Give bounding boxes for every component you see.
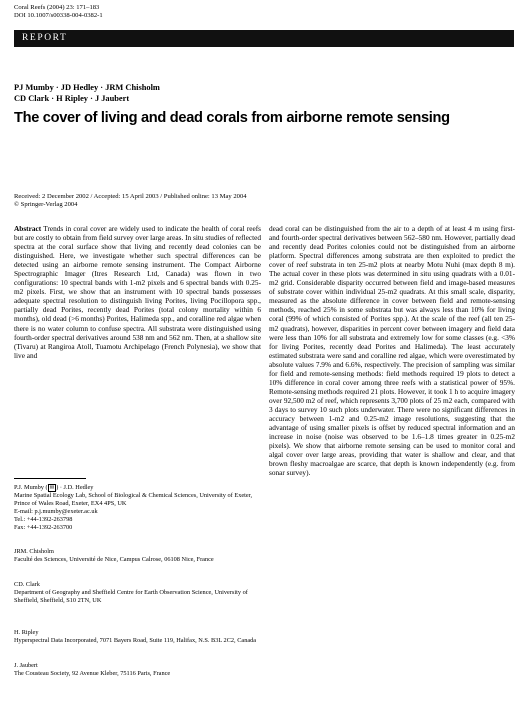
journal-citation: Coral Reefs (2004) 23: 171–183 [14, 4, 100, 11]
abstract-text-right: dead coral can be distinguished from the air to a depth of at least 4 m using first- and fourth-order spectral derivatives between 562–580 nm. However, partially dead and recently dead Porites colonies could not be distinguished from an airborne platform. Spectral differences among substrata are then exploited to predict the cover of reef substrata in ten 25-m2 plots at nearby Motu Nuhi (max depth 8 m). The actual cover in these plots was determined in situ using quadrats with a 0.01-m2 grid. Considerable disparity occurred between field and image-based measures of substrate cover within individual 25-m2 quadrats. At this small scale, disparity, measured as the absolute difference in cover between field and remote-sensing methods, reached 25% in some substrata but was always less than 10% for living coral (99% of which consisted of Porites spp.). At the scale of the reef (all ten 25-m2 quadrats), however, disparities in percent cover between imagery and field data were less than 10% for all substrata and extremely low for some classes (e.g. <3% for living Porites, recently dead Porites and Halimeda). The least accurately estimated substrata were sand and coralline red algae, which were overestimated by absolute values 7.9% and 6.6%, respectively. The precision of sampling was similar for field and remote-sensing methods: field methods required 19 plots to detect a 10% difference in coral cover among three reefs with a statistical power of 95%. Remote-sensing methods required 21 plots. However, it took 1 h to acquire imagery over 92,500 m2 of reef, which represents 3,700 plots of 25 m2 each, compared with 3 days to survey 10 such plots underwater. There were no significant differences in accuracy between 1-m2 and 0.25-m2 image resolutions, suggesting that the advantage of using smaller pixels is offset by reduced spectral information and an increase in noise (noise was observed to be 1.6–1.8 times greater in 0.25-m2 pixels). We show that airborne remote sensing can be used to monitor coral and algal cover over large areas, providing that water is shallow and clear, and that brown fleshy macroalgae are scarce, that depth is known independently (e.g. from sonar survey). [269, 224, 515, 478]
abstract-column-right [269, 224, 515, 477]
affiliation-address: Marine Spatial Ecology Lab, School of Biological & Chemical Sciences, University of Exeter, Prince of Wales Road, Exeter, EX4 4PS, UK E-mail: p.j.mumby@exeter.ac.uk Tel.: +44-1392-263798 Fax: +44-1392-263700 [14, 492, 253, 532]
publication-dates [14, 193, 247, 210]
doi: DOI 10.1007/s00338-004-0382-1 [14, 12, 103, 20]
author-line-2: CD Clark · H Ripley · J Jaubert [14, 93, 130, 103]
affiliation-clark: CD. Clark Department of Geography and Sheffield Centre for Earth Observation Science, University of Sheffield, Sheffield, S10 2TN, UK [14, 581, 248, 605]
affiliation-chisholm: JRM. Chisholm Faculté des Sciences, Université de Nice, Campus Calrose, 06108 Nice, France [14, 548, 214, 564]
copyright-line: © Springer-Verlag 2004 [14, 201, 78, 209]
author-line-1: PJ Mumby · JD Hedley · JRM Chisholm [14, 83, 160, 92]
envelope-icon: ✉ [49, 485, 55, 491]
section-banner [14, 30, 514, 47]
footnote-divider [14, 478, 86, 479]
abstract-label: Abstract [14, 224, 42, 233]
affiliation-name-post: ) · J.D. Hedley [56, 484, 94, 491]
affiliation-mumby-hedley [14, 484, 261, 533]
paper-title: The cover of living and dead corals from airborne remote sensing [14, 110, 450, 126]
abstract-text-left: Trends in coral cover are widely used to indicate the health of coral reefs but are costly to obtain from field survey over large areas. In situ studies of reflected spectra at the coral surface show that living and recently dead colonies can be distinguished. Here, we investigate whether such spectral differences can be detected using an airborne remote sensing instrument. The Compact Airborne Spectrographic Imager (Itres Research Ltd, Canada) was flown in two configurations: 10 spectral bands with 1-m2 pixels and 6 spectral bands with 0.25-m2 pixels. First, we show that an instrument with 10 spectral bands possesses adequate spectral resolution to distinguish living Porites, living Pocillopora spp., partially dead Porites, recently dead Porites (total colony mortality within 6 months), old dead (>6 months) Porites, Halimeda spp., and coralline red algae when there is no water column to confuse spectra. All substrata were distinguished using fourth-order spectral derivatives around 538 nm and 562 nm. Then, at a shallow site (Tivaru) at Rangiroa Atoll, Tuamotu Archipelago (French Polynesia), we show that live and [14, 224, 261, 360]
affiliation-name-pre: P.J. Mumby ( [14, 484, 48, 491]
affiliation-names [14, 484, 261, 492]
abstract-column-left [14, 224, 261, 360]
citation-block [14, 4, 103, 21]
affiliation-jaubert: J. Jaubert The Cousteau Society, 92 Avenue Kleber, 75116 Paris, France [14, 662, 171, 678]
affiliation-ripley: H. Ripley Hyperspectral Data Incorporated, 7071 Bayers Road, Suite 119, Halifax, N.S. B3L 2C2, Canada [14, 629, 257, 645]
section-label: REPORT [22, 33, 68, 43]
received-accepted-line: Received: 2 December 2002 / Accepted: 15 April 2003 / Published online: 13 May 2004 [14, 193, 247, 200]
author-list [14, 83, 160, 104]
